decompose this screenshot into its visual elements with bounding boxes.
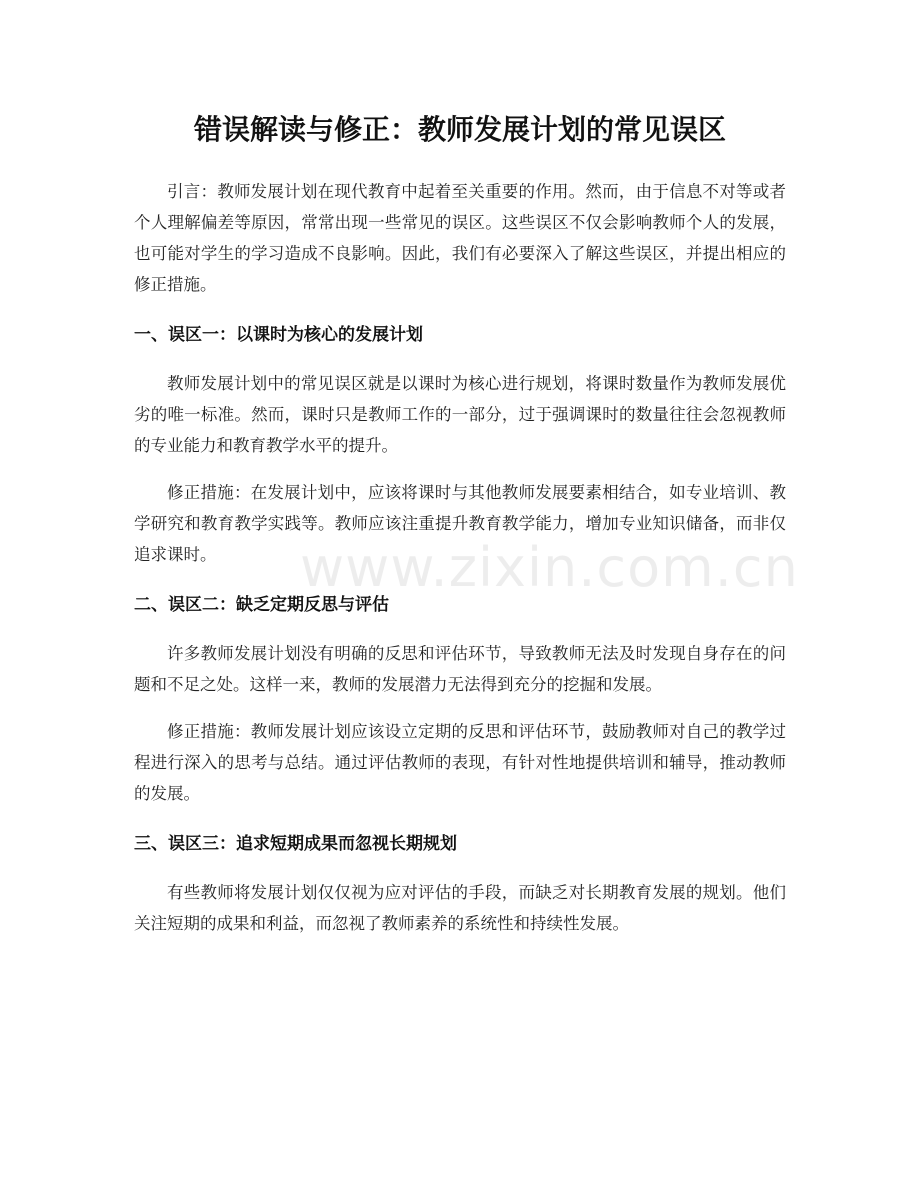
section-2-paragraph-1: 许多教师发展计划没有明确的反思和评估环节，导致教师无法及时发现自身存在的问题和不足之处。这样一来，教师的发展潜力无法得到充分的挖掘和发展。	[134, 644, 786, 694]
document-title: 错误解读与修正：教师发展计划的常见误区	[193, 113, 726, 146]
section-3-paragraph-1: 有些教师将发展计划仅仅视为应对评估的手段，而缺乏对长期教育发展的规划。他们关注短期的成果和利益，而忽视了教师素养的系统性和持续性发展。	[134, 883, 786, 933]
section-1-paragraph-1: 教师发展计划中的常见误区就是以课时为核心进行规划，将课时数量作为教师发展优劣的唯一标准。然而，课时只是教师工作的一部分，过于强调课时的数量往往会忽视教师的专业能力和教育教学水平的提升。	[134, 374, 786, 455]
intro-paragraph: 引言：教师发展计划在现代教育中起着至关重要的作用。然而，由于信息不对等或者个人理解偏差等原因，常常出现一些常见的误区。这些误区不仅会影响教师个人的发展，也可能对学生的学习造成不良影响。因此，我们有必要深入了解这些误区，并提出相应的修正措施。	[134, 182, 786, 294]
section-2-paragraph-2: 修正措施：教师发展计划应该设立定期的反思和评估环节，鼓励教师对自己的教学过程进行深入的思考与总结。通过评估教师的表现，有针对性地提供培训和辅导，推动教师的发展。	[134, 722, 786, 803]
section-1-paragraph-2: 修正措施：在发展计划中，应该将课时与其他教师发展要素相结合，如专业培训、教学研究和教育教学实践等。教师应该注重提升教育教学能力，增加专业知识储备，而非仅追求课时。	[134, 483, 786, 564]
document-page	[134, 108, 786, 939]
section-2-heading: 二、误区二：缺乏定期反思与评估	[134, 595, 389, 615]
watermark-text: www.zixin.com.cn	[300, 536, 799, 599]
section-3-heading: 三、误区三：追求短期成果而忽视长期规划	[134, 834, 457, 854]
section-1-heading: 一、误区一：以课时为核心的发展计划	[134, 325, 423, 345]
